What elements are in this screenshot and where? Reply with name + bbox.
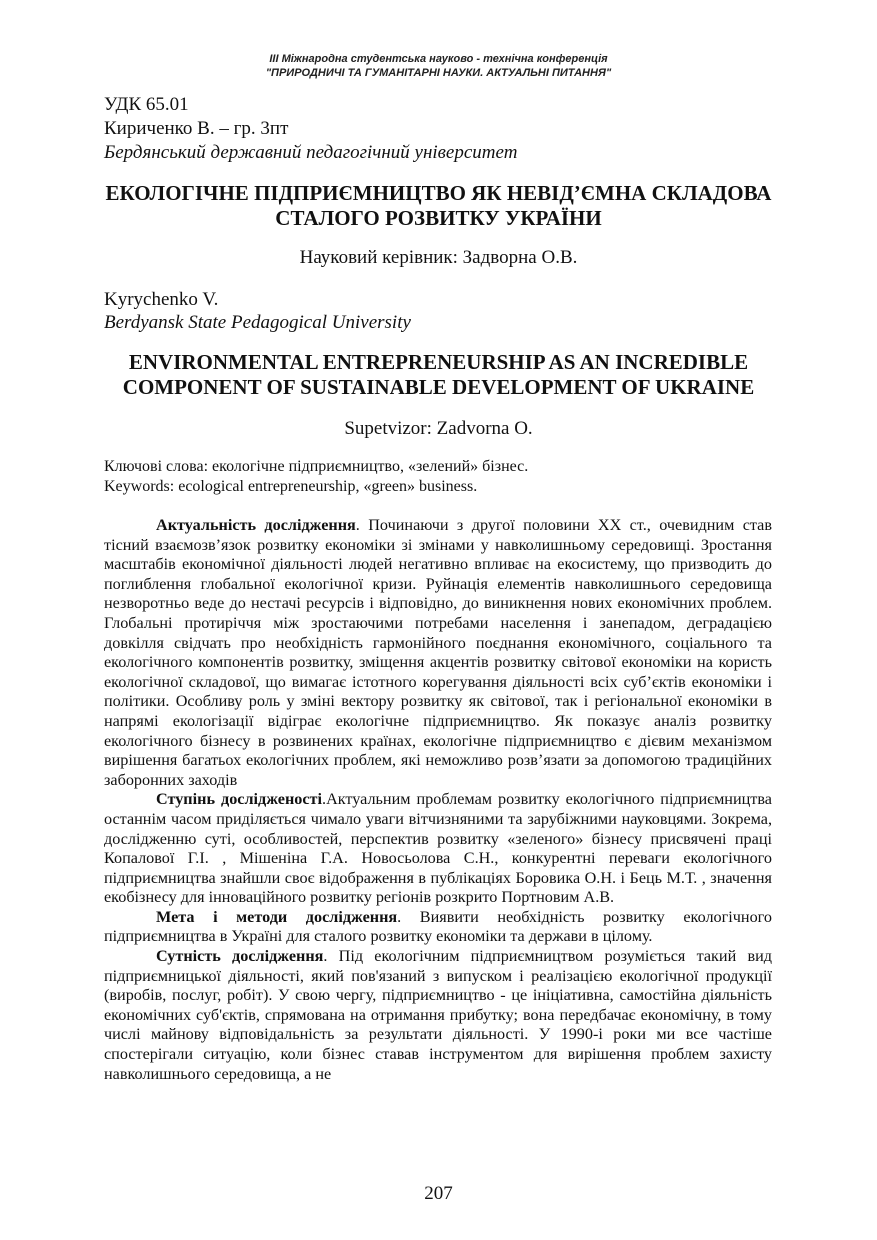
conference-header-line1: ІІІ Міжнародна студентська науково - технічна конференція (269, 53, 608, 65)
paragraph-research-degree (104, 790, 772, 908)
university-en: Berdyansk State Pedagogical University (104, 312, 411, 333)
paragraph-goal-methods (104, 908, 772, 947)
title-ua-line1: ЕКОЛОГІЧНЕ ПІДПРИЄМНИЦТВО ЯК НЕВІД’ЄМНА СКЛАДОВА (105, 181, 772, 205)
page-number: 207 (424, 1183, 453, 1204)
heading-goal-methods: Мета і методи дослідження (156, 907, 398, 926)
udk-code: УДК 65.01 (104, 94, 189, 115)
author-ua: Кириченко В. – гр. 3пт (104, 118, 289, 139)
author-en: Kyrychenko V. (104, 289, 219, 310)
keywords-en: Keywords: ecological entrepreneurship, «green» business. (104, 478, 478, 495)
article-body (104, 516, 772, 1084)
heading-essence: Сутність дослідження (156, 947, 324, 966)
supervisor-ua: Науковий керівник: Задворна О.В. (299, 247, 578, 268)
title-ua-line2: СТАЛОГО РОЗВИТКУ УКРАЇНИ (275, 206, 602, 230)
conference-header-line2: "ПРИРОДНИЧІ ТА ГУМАНІТАРНІ НАУКИ. АКТУАЛЬНІ ПИТАННЯ" (265, 67, 612, 79)
text-relevance: . Починаючи з другої половини XX ст., очевидним став тісний взаємозв’язок розвитку економіки зі змінами у навколишньому середовищі. Зростання масштабів економічної діяльності людей негативно впливає на екосистему, що призводить до поглиблення глобальної екологічної кризи. Руйнація елементів навколишнього середовища незворотньо веде до нестачі ресурсів і відповідно, до виникнення нових економічних проблем. Глобальні протиріччя між зростаючими потребами населення і занепадом, деградацією довкілля свідчать про необхідність гармонійного поєднання економічного, соціального та екологічного компонентів розвитку, зміщення акцентів розвитку світової економіки на користь екологічної складової, що вимагає істотного корегування діяльності всіх суб’єктів економіки і політики. Особливу роль у зміні вектору розвитку як світової, так і регіональної економіки в напрямі екологізації відіграє екологічне підприємництво. Як показує аналіз розвитку екологічного бізнесу в розвинених країнах, екологічне підприємництво є дієвим механізмом вирішення багатьох екологічних проблем, які неможливо розв’язати за допомогою традиційних заборонних заходів (104, 516, 772, 789)
paragraph-essence (104, 947, 772, 1084)
supervisor-en: Supetvizor: Zadvorna O. (344, 418, 533, 439)
title-en-line1: ENVIRONMENTAL ENTREPRENEURSHIP AS AN INCREDIBLE (128, 350, 749, 374)
heading-research-degree: Ступінь дослідженості (156, 790, 323, 809)
title-en-line2: COMPONENT OF SUSTAINABLE DEVELOPMENT OF UKRAINE (122, 375, 755, 399)
keywords-ua: Ключові слова: екологічне підприємництво, «зелений» бізнес. (104, 458, 529, 475)
university-ua: Бердянський державний педагогічний університет (104, 142, 518, 163)
paragraph-relevance (104, 516, 772, 790)
text-goal-methods: . Виявити необхідність розвитку екологічного підприємництва в Україні для сталого розвитку економіки та держави в цілому. (104, 907, 772, 946)
heading-relevance: Актуальність дослідження (156, 516, 356, 534)
text-research-degree: .Актуальним проблемам розвитку екологічного підприємництва останнім часом приділяється чимало уваги вітчизняними та зарубіжними науковцями. Зокрема, дослідженню суті, особливостей, перспектив розвитку «зеленого» бізнесу присвячені праці Копалової Г.І. , Мішеніна Г.А. Новосьолова С.Н., конкурентні переваги екологічного підприємництва знайшли своє відображення в публікаціях Боровика О.Н. і Бець М.Т. , значення екобізнесу для інноваційного розвитку регіонів розкрито Портновим А.В. (104, 790, 772, 907)
text-essence: . Під екологічним підприємництвом розуміється такий вид підприємницької діяльності, який пов'язаний з випуском і реалізацією екологічної продукції (виробів, послуг, робіт). У свою чергу, підприємництво - це ініціативна, самостійна діяльність економічних суб'єктів, спрямована на отримання прибутку; вона передбачає економічну, в тому числі майнову відповідальність за результати діяльності. У 1990-і роки ми все частіше спостерігали ситуацію, коли бізнес ставав інструментом для вирішення проблем захисту навколишнього середовища, а не (104, 947, 772, 1083)
